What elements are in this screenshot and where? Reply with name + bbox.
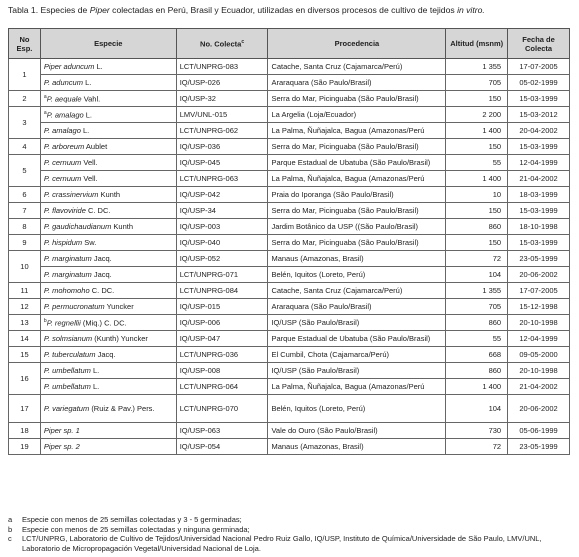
table-row xyxy=(9,283,570,299)
cell-colecta: IQ/USP-026 xyxy=(176,75,268,91)
species-name: P. mohomoho xyxy=(43,286,90,295)
table-row xyxy=(9,395,570,423)
cell-no: 15 xyxy=(9,347,41,363)
cell-colecta: LCT/UNPRG-064 xyxy=(176,379,268,395)
cell-altitud: 150 xyxy=(446,203,508,219)
cell-colecta: LCT/UNPRG-070 xyxy=(176,395,268,423)
species-footnote-mark: b xyxy=(43,318,47,325)
footnote-mark: a xyxy=(8,515,13,524)
species-name: P. amalago xyxy=(46,110,84,120)
cell-fecha: 20-06-2002 xyxy=(508,395,570,423)
cell-especie xyxy=(40,347,176,363)
cell-no: 1 xyxy=(9,59,41,91)
cell-procedencia: Praia do Iporanga (São Paulo/Brasil) xyxy=(268,187,446,203)
cell-no: 16 xyxy=(9,363,41,395)
table-row xyxy=(9,363,570,379)
caption-prefix: Tabla 1. Especies de xyxy=(8,5,88,15)
species-author: Sw. xyxy=(84,238,97,247)
cell-fecha: 15-12-1998 xyxy=(508,299,570,315)
cell-altitud: 860 xyxy=(446,363,508,379)
cell-no: 4 xyxy=(9,139,41,155)
header-colecta-sup: c xyxy=(241,39,245,46)
footnote xyxy=(8,515,574,525)
cell-colecta: IQ/USP-008 xyxy=(176,363,268,379)
cell-colecta: IQ/USP-32 xyxy=(176,91,268,107)
cell-no: 10 xyxy=(9,251,41,283)
footnote-text: Especie con menos de 25 semillas colectadas y 3 - 5 germinadas; xyxy=(22,515,242,524)
cell-procedencia: Parque Estadual de Ubatuba (São Paulo/Brasil) xyxy=(268,155,446,171)
cell-colecta: IQ/USP-047 xyxy=(176,331,268,347)
species-author: Vell. xyxy=(83,158,98,167)
cell-especie xyxy=(40,75,176,91)
cell-no: 5 xyxy=(9,155,41,187)
species-author: (Miq.) C. DC. xyxy=(82,318,127,328)
species-author: L. xyxy=(96,62,103,71)
cell-especie xyxy=(40,235,176,251)
table-body xyxy=(9,59,570,455)
cell-especie xyxy=(40,251,176,267)
cell-procedencia: El Cumbil, Chota (Cajamarca/Perú) xyxy=(268,347,446,363)
cell-especie xyxy=(40,423,176,439)
cell-colecta: LCT/UNPRG-083 xyxy=(176,59,268,75)
table-row xyxy=(9,379,570,395)
cell-altitud: 730 xyxy=(446,423,508,439)
footnote-mark: c xyxy=(8,534,12,544)
cell-altitud: 668 xyxy=(446,347,508,363)
cell-no: 13 xyxy=(9,315,41,331)
cell-especie xyxy=(40,439,176,455)
species-author: L. xyxy=(85,78,92,87)
species-name: P. umbellatum xyxy=(43,382,91,391)
cell-fecha: 20-10-1998 xyxy=(508,315,570,331)
cell-especie xyxy=(40,379,176,395)
species-author: Jacq. xyxy=(93,270,112,279)
species-name: Piper sp. 1 xyxy=(43,426,80,435)
cell-colecta: IQ/USP-052 xyxy=(176,251,268,267)
cell-fecha: 23-05-1999 xyxy=(508,251,570,267)
species-name: P. cernuum xyxy=(43,174,82,183)
cell-fecha: 23-05-1999 xyxy=(508,439,570,455)
cell-no: 7 xyxy=(9,203,41,219)
cell-colecta: IQ/USP-34 xyxy=(176,203,268,219)
header-altitud: Altitud (msnm) xyxy=(446,29,508,59)
cell-procedencia: La Palma, Ñuñajalca, Bagua (Amazonas/Perú xyxy=(268,171,446,187)
cell-colecta: IQ/USP-015 xyxy=(176,299,268,315)
cell-colecta: LCT/UNPRG-062 xyxy=(176,123,268,139)
species-author: (Kunth) Yuncker xyxy=(94,334,148,343)
table-row xyxy=(9,123,570,139)
table-row xyxy=(9,331,570,347)
cell-especie xyxy=(40,139,176,155)
cell-procedencia: Catache, Santa Cruz (Cajamarca/Perú) xyxy=(268,283,446,299)
cell-altitud: 10 xyxy=(446,187,508,203)
species-name: P. crassinervium xyxy=(43,190,99,199)
cell-especie xyxy=(40,299,176,315)
cell-fecha: 15-03-1999 xyxy=(508,139,570,155)
cell-fecha: 05-06-1999 xyxy=(508,423,570,439)
table-row xyxy=(9,251,570,267)
table-row xyxy=(9,219,570,235)
species-name: P. amalago xyxy=(43,126,81,135)
species-author: Jacq. xyxy=(97,350,116,359)
cell-fecha: 20-10-1998 xyxy=(508,363,570,379)
table-row xyxy=(9,347,570,363)
cell-procedencia: La Palma, Ñuñajalca, Bagua (Amazonas/Perú xyxy=(268,379,446,395)
cell-especie xyxy=(40,395,176,423)
cell-fecha: 09-05-2000 xyxy=(508,347,570,363)
cell-no: 14 xyxy=(9,331,41,347)
cell-especie xyxy=(40,283,176,299)
table-row xyxy=(9,439,570,455)
species-author: Vahl. xyxy=(83,94,101,104)
cell-especie xyxy=(40,219,176,235)
cell-especie xyxy=(40,155,176,171)
cell-fecha: 12-04-1999 xyxy=(508,331,570,347)
cell-procedencia: Parque Estadual de Ubatuba (São Paulo/Brasil) xyxy=(268,331,446,347)
species-name: P. hispidum xyxy=(43,238,83,247)
footnote xyxy=(8,534,574,553)
species-author: Jacq. xyxy=(93,254,112,263)
species-name: Piper aduncum xyxy=(43,62,95,71)
footnote xyxy=(8,525,574,535)
cell-especie xyxy=(40,107,176,123)
cell-altitud: 860 xyxy=(446,219,508,235)
species-author: Aublet xyxy=(85,142,108,151)
footnote-text: Especie con menos de 25 semillas colectadas y ninguna germinada; xyxy=(22,524,250,534)
species-author: Vell. xyxy=(83,174,98,183)
cell-colecta: IQ/USP-006 xyxy=(176,315,268,331)
cell-procedencia: IQ/USP (São Paulo/Brasil) xyxy=(268,363,446,379)
cell-colecta: IQ/USP-036 xyxy=(176,139,268,155)
cell-fecha: 15-03-1999 xyxy=(508,203,570,219)
species-name: P. variegatum xyxy=(43,404,90,413)
caption-suffix: in vitro. xyxy=(457,5,485,15)
cell-altitud: 72 xyxy=(446,439,508,455)
cell-altitud: 2 200 xyxy=(446,107,508,123)
cell-procedencia: Catache, Santa Cruz (Cajamarca/Perú) xyxy=(268,59,446,75)
header-procedencia: Procedencia xyxy=(268,29,446,59)
species-name: P. aduncum xyxy=(43,78,83,87)
table-row xyxy=(9,171,570,187)
cell-altitud: 1 355 xyxy=(446,59,508,75)
cell-fecha: 15-03-2012 xyxy=(508,107,570,123)
cell-no: 2 xyxy=(9,91,41,107)
cell-colecta: LCT/UNPRG-084 xyxy=(176,283,268,299)
cell-procedencia: Manaus (Amazonas, Brasil) xyxy=(268,439,446,455)
cell-no: 8 xyxy=(9,219,41,235)
table-row xyxy=(9,299,570,315)
header-row xyxy=(9,29,570,59)
cell-fecha: 15-03-1999 xyxy=(508,91,570,107)
cell-especie xyxy=(40,331,176,347)
cell-especie xyxy=(40,91,176,107)
cell-fecha: 15-03-1999 xyxy=(508,235,570,251)
cell-altitud: 104 xyxy=(446,395,508,423)
species-name: P. aequale xyxy=(46,94,82,104)
cell-altitud: 1 400 xyxy=(446,171,508,187)
species-name: Piper sp. 2 xyxy=(43,442,80,451)
species-name: P. arboreum xyxy=(43,142,85,151)
cell-colecta: IQ/USP-040 xyxy=(176,235,268,251)
species-name: P. permucronatum xyxy=(43,302,105,311)
header-fecha: Fecha de Colecta xyxy=(508,29,570,59)
species-author: L. xyxy=(92,366,100,375)
footnote-text: LCT/UNPRG, Laboratorio de Cultivo de Tejidos/Universidad Nacional Pedro Ruiz Gallo, IQ/USP, Instituto de Química/Universidade de São Paulo, LMV/UNL, Laboratorio de Micropropagación Vegetal/Universidad Nacional de Loja. xyxy=(22,534,542,553)
cell-altitud: 72 xyxy=(446,251,508,267)
cell-altitud: 150 xyxy=(446,235,508,251)
cell-no: 6 xyxy=(9,187,41,203)
caption-middle: colectadas en Perú, Brasil y Ecuador, utilizadas en diversos procesos de cultivo de tejidos xyxy=(112,5,455,15)
cell-fecha: 20-04-2002 xyxy=(508,123,570,139)
cell-especie xyxy=(40,123,176,139)
cell-fecha: 17-07-2005 xyxy=(508,283,570,299)
cell-procedencia: IQ/USP (São Paulo/Brasil) xyxy=(268,315,446,331)
table-row xyxy=(9,91,570,107)
cell-procedencia: Jardim Botânico da USP ((São Paulo/Brasil) xyxy=(268,219,446,235)
cell-colecta: IQ/USP-063 xyxy=(176,423,268,439)
species-author: L. xyxy=(92,382,100,391)
cell-fecha: 05-02-1999 xyxy=(508,75,570,91)
species-name: P. cernuum xyxy=(43,158,82,167)
species-author: Kunth xyxy=(113,222,134,231)
species-name: P. marginatum xyxy=(43,254,92,263)
cell-especie xyxy=(40,59,176,75)
footnotes xyxy=(8,515,574,553)
species-table xyxy=(8,28,570,455)
cell-altitud: 55 xyxy=(446,155,508,171)
cell-no: 11 xyxy=(9,283,41,299)
cell-fecha: 18-03-1999 xyxy=(508,187,570,203)
caption-genus: Piper xyxy=(89,5,110,15)
table-row xyxy=(9,59,570,75)
cell-altitud: 860 xyxy=(446,315,508,331)
species-name: P. marginatum xyxy=(43,270,92,279)
species-author: Kunth xyxy=(100,190,121,199)
cell-no: 3 xyxy=(9,107,41,139)
footnote-mark: b xyxy=(8,524,13,534)
cell-altitud: 55 xyxy=(446,331,508,347)
cell-fecha: 20-06-2002 xyxy=(508,267,570,283)
cell-procedencia: Manaus (Amazonas, Brasil) xyxy=(268,251,446,267)
cell-procedencia: Vale do Ouro (São Paulo/Brasil) xyxy=(268,423,446,439)
cell-colecta: IQ/USP-003 xyxy=(176,219,268,235)
cell-fecha: 17-07-2005 xyxy=(508,59,570,75)
cell-no: 12 xyxy=(9,299,41,315)
cell-colecta: LCT/UNPRG-071 xyxy=(176,267,268,283)
header-no: No Esp. xyxy=(9,29,41,59)
species-footnote-mark: a xyxy=(43,94,47,101)
cell-colecta: LCT/UNPRG-063 xyxy=(176,171,268,187)
cell-altitud: 150 xyxy=(446,139,508,155)
cell-procedencia: La Palma, Ñuñajalca, Bagua (Amazonas/Perú xyxy=(268,123,446,139)
cell-no: 19 xyxy=(9,439,41,455)
species-name: P. gaudichaudianum xyxy=(43,222,112,231)
species-name: P. solmsianum xyxy=(43,334,93,343)
cell-altitud: 705 xyxy=(446,299,508,315)
cell-altitud: 1 400 xyxy=(446,123,508,139)
cell-colecta: LMV/UNL-015 xyxy=(176,107,268,123)
cell-fecha: 18-10-1998 xyxy=(508,219,570,235)
table-row xyxy=(9,315,570,331)
cell-procedencia: Serra do Mar, Picinguaba (São Paulo/Brasil) xyxy=(268,203,446,219)
species-name: P. regnellii xyxy=(46,318,81,328)
cell-altitud: 1 400 xyxy=(446,379,508,395)
cell-altitud: 104 xyxy=(446,267,508,283)
table-caption xyxy=(8,4,574,16)
cell-altitud: 1 355 xyxy=(446,283,508,299)
cell-altitud: 150 xyxy=(446,91,508,107)
header-especie: Especie xyxy=(40,29,176,59)
cell-especie xyxy=(40,363,176,379)
header-colecta-label: No. Colecta xyxy=(200,39,242,49)
cell-fecha: 21-04-2002 xyxy=(508,171,570,187)
cell-procedencia: Araraquara (São Paulo/Brasil) xyxy=(268,75,446,91)
table-row xyxy=(9,423,570,439)
table-row xyxy=(9,267,570,283)
table-row xyxy=(9,155,570,171)
species-author: (Ruiz & Pav.) Pers. xyxy=(91,404,155,413)
cell-procedencia: La Argelia (Loja/Ecuador) xyxy=(268,107,446,123)
cell-fecha: 12-04-1999 xyxy=(508,155,570,171)
cell-especie xyxy=(40,315,176,331)
table-row xyxy=(9,107,570,123)
cell-procedencia: Belén, Iquitos (Loreto, Perú) xyxy=(268,267,446,283)
cell-altitud: 705 xyxy=(446,75,508,91)
species-name: P. flavoviride xyxy=(43,206,86,215)
cell-colecta: IQ/USP-042 xyxy=(176,187,268,203)
cell-especie xyxy=(40,267,176,283)
table-row xyxy=(9,235,570,251)
header-colecta xyxy=(176,29,268,59)
cell-no: 17 xyxy=(9,395,41,423)
species-author: Yuncker xyxy=(106,302,134,311)
species-author: L. xyxy=(85,110,93,120)
species-name: P. umbellatum xyxy=(43,366,91,375)
cell-colecta: IQ/USP-045 xyxy=(176,155,268,171)
cell-no: 9 xyxy=(9,235,41,251)
species-author: C. DC. xyxy=(87,206,111,215)
cell-colecta: IQ/USP-054 xyxy=(176,439,268,455)
cell-procedencia: Serra do Mar, Picinguaba (São Paulo/Brasil) xyxy=(268,139,446,155)
species-name: P. tuberculatum xyxy=(43,350,96,359)
cell-no: 18 xyxy=(9,423,41,439)
cell-procedencia: Serra do Mar, Picinguaba (São Paulo/Brasil) xyxy=(268,91,446,107)
cell-colecta: LCT/UNPRG-036 xyxy=(176,347,268,363)
table-row xyxy=(9,139,570,155)
species-footnote-mark: a xyxy=(43,110,47,117)
cell-especie xyxy=(40,171,176,187)
cell-especie xyxy=(40,203,176,219)
table-row xyxy=(9,75,570,91)
cell-procedencia: Serra do Mar, Picinguaba (São Paulo/Brasil) xyxy=(268,235,446,251)
table-row xyxy=(9,203,570,219)
cell-procedencia: Araraquara (São Paulo/Brasil) xyxy=(268,299,446,315)
species-author: L. xyxy=(82,126,90,135)
cell-procedencia: Belén, Iquitos (Loreto, Perú) xyxy=(268,395,446,423)
table-row xyxy=(9,187,570,203)
species-author: C. DC. xyxy=(91,286,115,295)
cell-fecha: 21-04-2002 xyxy=(508,379,570,395)
cell-especie xyxy=(40,187,176,203)
